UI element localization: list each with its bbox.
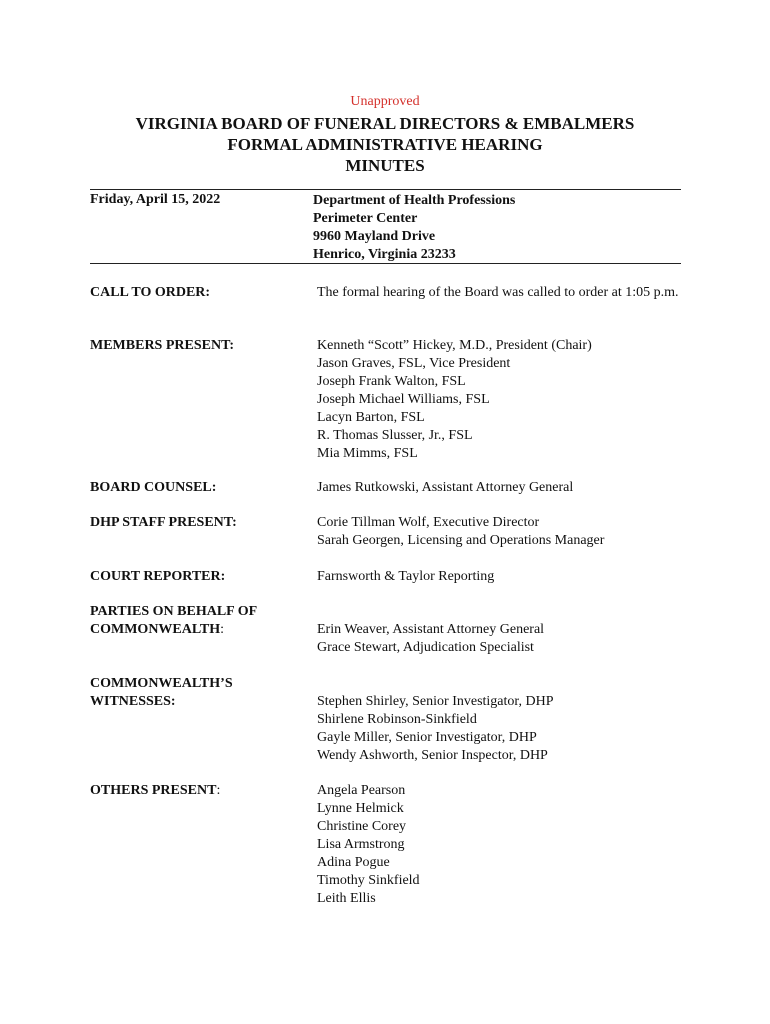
venue-line: 9960 Mayland Drive: [313, 229, 436, 244]
list-item: Shirlene Robinson-Sinkfield: [317, 712, 477, 727]
list-item: Kenneth “Scott” Hickey, M.D., President (Chair): [317, 338, 592, 353]
section-label: CALL TO ORDER:: [90, 285, 211, 300]
list-item: R. Thomas Slusser, Jr., FSL: [317, 428, 473, 443]
document-title-line-1: VIRGINIA BOARD OF FUNERAL DIRECTORS & EMBALMERS: [135, 114, 635, 133]
list-item: Erin Weaver, Assistant Attorney General: [317, 622, 545, 637]
member-list: [317, 337, 687, 463]
header-divider: [90, 263, 681, 264]
call-to-order-text: The formal hearing of the Board was called to order at 1:05 p.m.: [317, 285, 679, 300]
section-label: BOARD COUNSEL:: [90, 480, 217, 495]
list-item: Joseph Michael Williams, FSL: [317, 392, 490, 407]
document-title-line-3: MINUTES: [345, 156, 425, 175]
section-label: COURT REPORTER:: [90, 569, 226, 584]
section-label: [90, 675, 233, 711]
list-item: Leith Ellis: [317, 891, 376, 906]
section-label: [90, 782, 220, 800]
approval-status: Unapproved: [350, 94, 420, 109]
label-line: PARTIES ON BEHALF OF: [90, 604, 258, 619]
list-item: Sarah Georgen, Licensing and Operations Manager: [317, 533, 605, 548]
label-colon: :: [216, 783, 221, 798]
label-colon: :: [220, 622, 225, 637]
top-divider: [90, 189, 681, 190]
parties-list: [317, 621, 687, 657]
list-item: Jason Graves, FSL, Vice President: [317, 356, 511, 371]
list-item: Joseph Frank Walton, FSL: [317, 374, 466, 389]
section-label: MEMBERS PRESENT:: [90, 338, 235, 353]
venue-line: Department of Health Professions: [313, 193, 516, 208]
list-item: Timothy Sinkfield: [317, 873, 420, 888]
counsel-list: [317, 479, 687, 497]
section-label: [90, 603, 257, 639]
list-item: Gayle Miller, Senior Investigator, DHP: [317, 730, 537, 745]
venue-line: Henrico, Virginia 23233: [313, 247, 456, 262]
list-item: Christine Corey: [317, 819, 407, 834]
list-item: Grace Stewart, Adjudication Specialist: [317, 640, 534, 655]
list-item: James Rutkowski, Assistant Attorney General: [317, 480, 574, 495]
section-label: DHP STAFF PRESENT:: [90, 515, 237, 530]
reporter-list: [317, 568, 687, 586]
label-line: WITNESSES:: [90, 694, 176, 709]
list-item: Corie Tillman Wolf, Executive Director: [317, 515, 540, 530]
list-item: Lacyn Barton, FSL: [317, 410, 425, 425]
list-item: Angela Pearson: [317, 783, 406, 798]
document-title-line-2: FORMAL ADMINISTRATIVE HEARING: [227, 135, 543, 154]
label-text: COMMONWEALTH: [90, 622, 221, 637]
witness-list: [317, 693, 687, 765]
meeting-date: Friday, April 15, 2022: [90, 192, 221, 207]
section-value: [317, 284, 683, 302]
others-list: [317, 782, 687, 908]
label-text: OTHERS PRESENT: [90, 783, 217, 798]
staff-list: [317, 514, 687, 550]
list-item: Adina Pogue: [317, 855, 390, 870]
list-item: Lynne Helmick: [317, 801, 404, 816]
list-item: Lisa Armstrong: [317, 837, 405, 852]
meeting-venue: [313, 192, 515, 264]
list-item: Farnsworth & Taylor Reporting: [317, 569, 495, 584]
list-item: Wendy Ashworth, Senior Inspector, DHP: [317, 748, 548, 763]
list-item: Mia Mimms, FSL: [317, 446, 418, 461]
label-line: [90, 621, 257, 639]
label-line: COMMONWEALTH’S: [90, 676, 233, 691]
list-item: Stephen Shirley, Senior Investigator, DHP: [317, 694, 554, 709]
venue-line: Perimeter Center: [313, 211, 418, 226]
